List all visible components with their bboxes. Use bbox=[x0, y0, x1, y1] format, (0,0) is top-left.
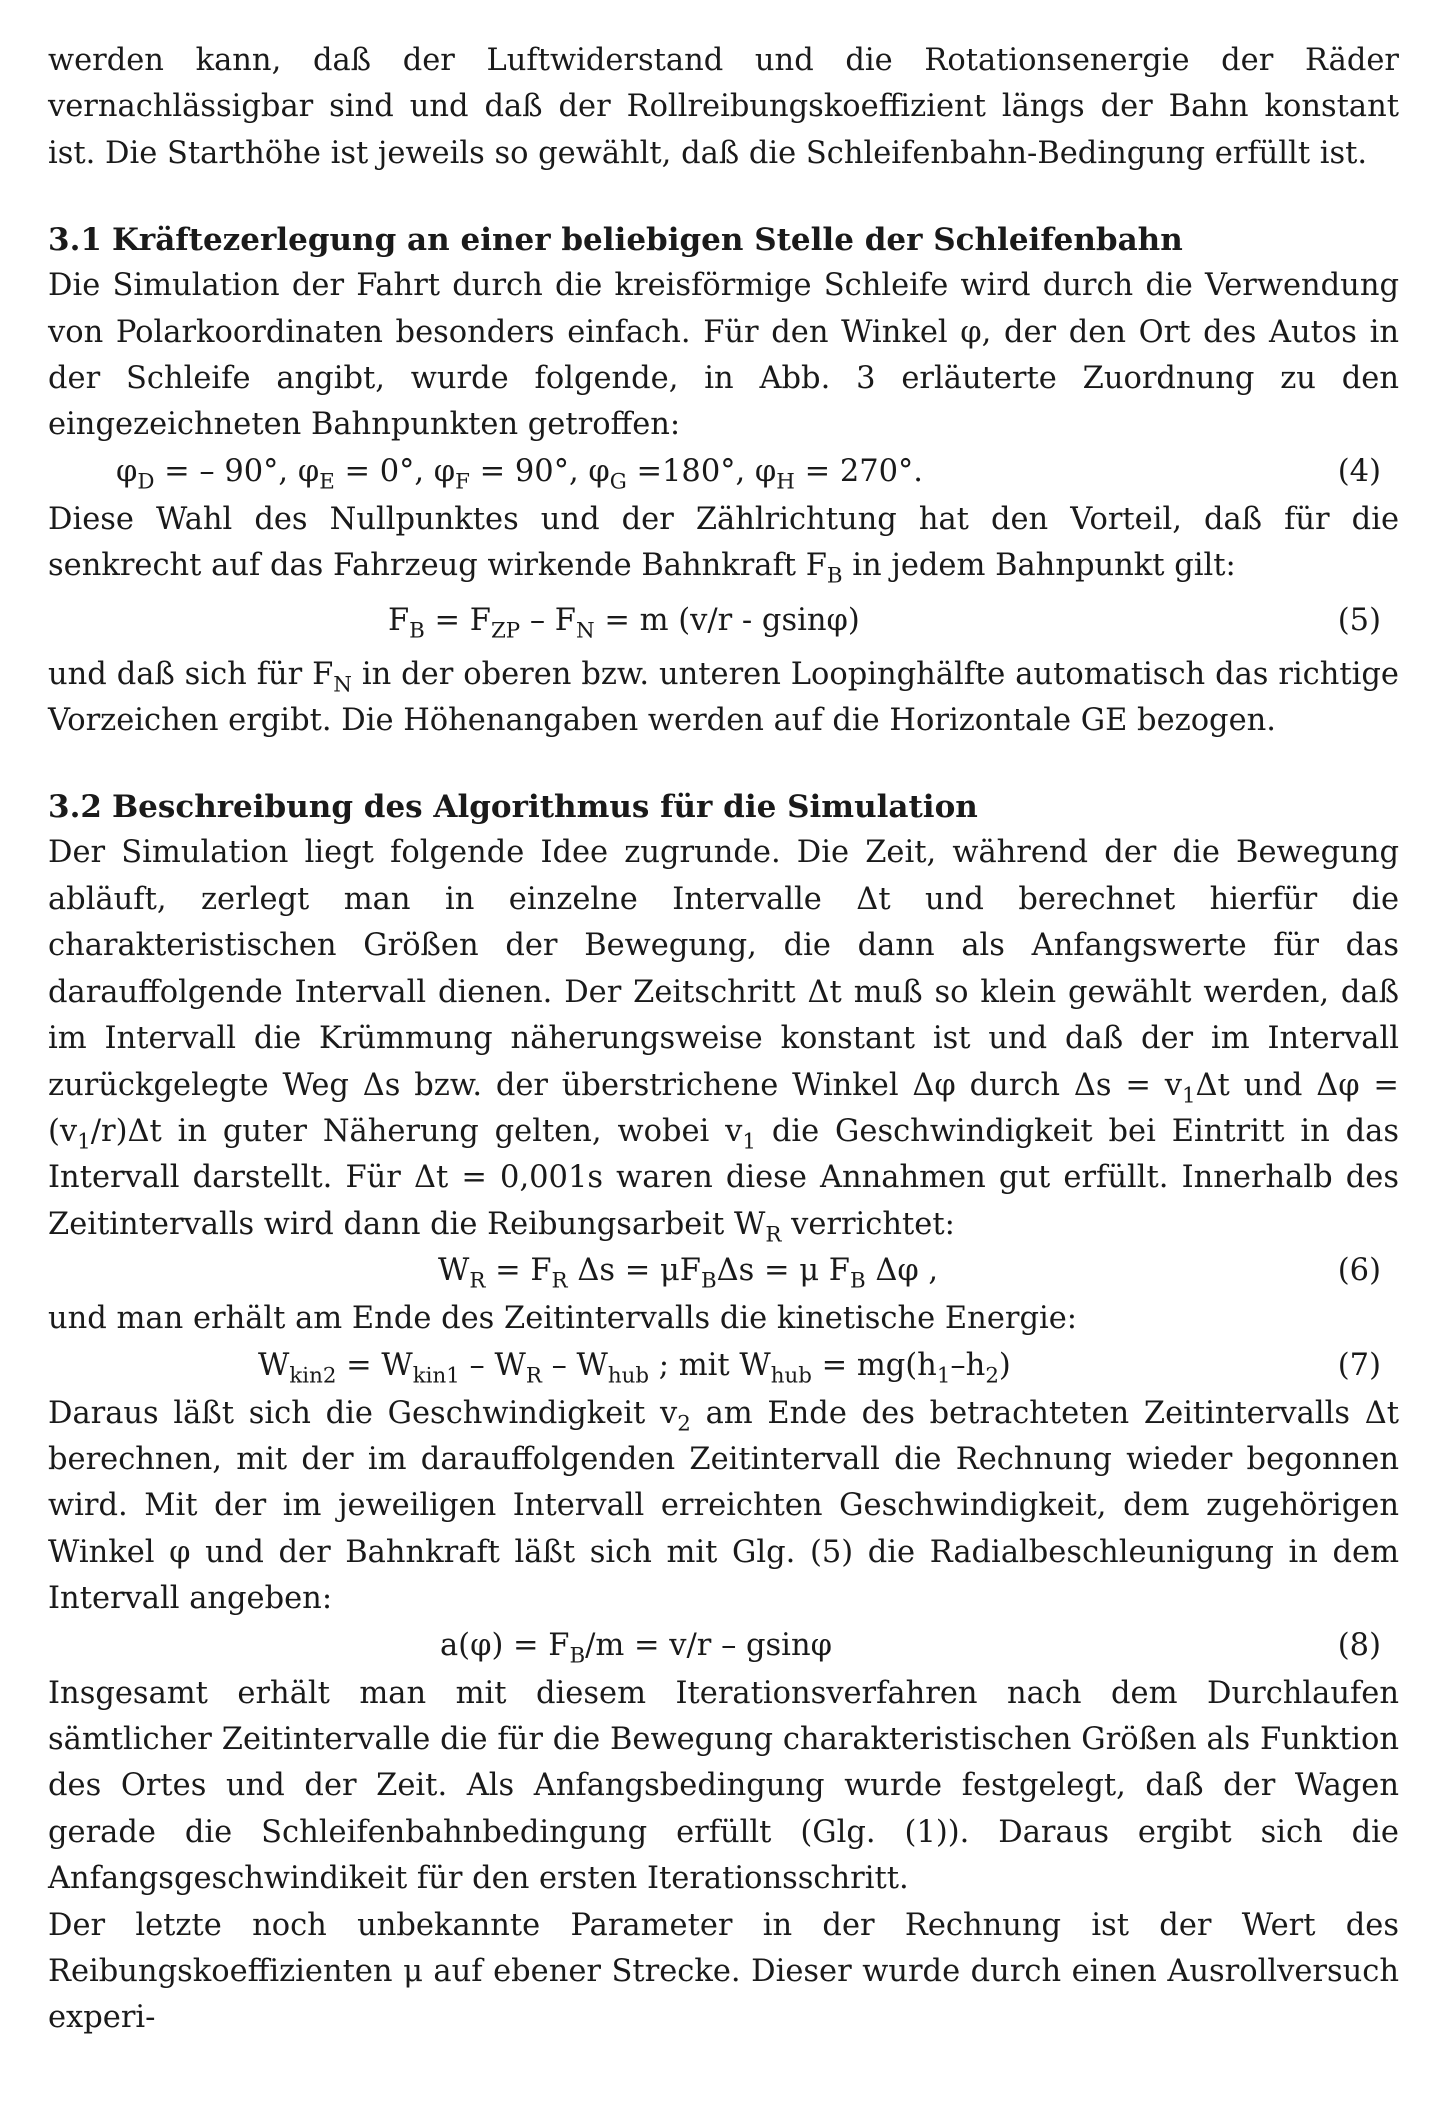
section-3-2-paragraph-1: Der Simulation liegt folgende Idee zugrunde. Die Zeit, während der die Bewegung abläuft, zerlegt man in einzelne Intervalle Δt und berechnet hierfür die charakteristischen Größen der Bewegung, die dann als Anfangswerte für das darauffolgende Intervall dienen. Der Zeitschritt Δt muß so klein gewählt werden, daß im Intervall die Krümmung näherungsweise konstant ist und daß der im Intervall zurückgelegte Weg Δs bzw. der überstrichene Winkel Δφ durch $\Delta s = v_1\Delta t$ und $\Delta\varphi = (v_1/r)\Delta t$ in guter Näherung gelten, wobei $v_1$ die Geschwindigkeit bei Eintritt in das Intervall darstellt. Für Δt = 0,001s waren diese Annahmen gut erfüllt. Innerhalb des Zeitintervalls wird dann die Reibungsarbeit $W_R$ verrichtet: bbox=[48, 835, 1399, 1248]
equation-6-body: $W_R = F_R$ $\Delta s = \mu F_B\Delta s = \mu$ $F_B$ Δφ , bbox=[438, 1253, 939, 1294]
section-heading-3-2 bbox=[48, 784, 1399, 830]
equation-4 bbox=[48, 449, 1399, 497]
equation-number: (5) bbox=[1337, 602, 1381, 638]
equation-4-body: $\varphi_D$ = – 90°, $\varphi_E = 0^\circ$, $\varphi_F = 90^\circ$, $\varphi_G =180^\circ$, $\varphi_H = 270^\circ$. bbox=[116, 453, 923, 495]
equation-number: (8) bbox=[1337, 1627, 1381, 1663]
spacer bbox=[48, 744, 1399, 784]
equation-5-body: $F_B = F_{ZP} - F_N = m$ (v/r - gsinφ) bbox=[388, 602, 860, 644]
section-title: Beschreibung des Algorithmus für die Simulation bbox=[111, 789, 978, 826]
equation-number: (7) bbox=[1337, 1347, 1381, 1383]
equation-number: (4) bbox=[1337, 453, 1381, 489]
section-number: 3.1 bbox=[48, 222, 102, 259]
equation-7-body: $W_{kin2} = W_{kin1} - W_R - W_{hub}$ ; mit $W_{hub} = mg(h_1-h_2)$ bbox=[258, 1347, 1011, 1388]
section-number: 3.2 bbox=[48, 789, 102, 826]
section-3-2-paragraph-4: Insgesamt erhält man mit diesem Iterationsverfahren nach dem Durchlaufen sämtlicher Zeitintervalle die für die Bewegung charakteristischen Größen als Funktion des Ortes und der Zeit. Als Anfangsbedingung wurde festgelegt, daß der Wagen gerade die Schleifenbahnbedingung erfüllt (Glg. (1)). Daraus ergibt sich die Anfangsgeschwindikeit für den ersten Iterationsschritt. bbox=[48, 1675, 1399, 1897]
equation-8-body: $a(\varphi) = F_B/m = v/r - gsin\varphi$ bbox=[440, 1627, 832, 1669]
section-3-1-paragraph-1: Die Simulation der Fahrt durch die kreisförmige Schleife wird durch die Verwendung von Polarkoordinaten besonders einfach. Für den Winkel φ, der den Ort des Autos in der Schleife angibt, wurde folgende, in Abb. 3 erläuterte Zuordnung zu den eingezeichneten Bahnpunkten getroffen: bbox=[48, 268, 1399, 443]
equation-5 bbox=[48, 590, 1399, 652]
equation-7 bbox=[48, 1343, 1399, 1391]
spacer bbox=[48, 177, 1399, 217]
intro-paragraph: werden kann, daß der Luftwiderstand und die Rotationsenergie der Räder vernachlässigbar sind und daß der Rollreibungskoeffizient längs der Bahn konstant ist. Die Starthöhe ist jeweils so gewählt, daß die Schleifenbahn-Bedingung erfüllt ist. bbox=[48, 43, 1399, 171]
section-heading-3-1 bbox=[48, 217, 1399, 263]
section-3-1-paragraph-3: und daß sich für $F_N$ in der oberen bzw. unteren Loopinghälfte automatisch das richtige Vorzeichen ergibt. Die Höhenangaben werden auf die Horizontale GE bezogen. bbox=[48, 656, 1399, 739]
equation-number: (6) bbox=[1337, 1253, 1381, 1289]
equation-6 bbox=[48, 1248, 1399, 1296]
section-3-2-paragraph-3: Daraus läßt sich die Geschwindigkeit $v_2$ am Ende des betrachteten Zeitintervalls Δt berechnen, mit der im darauffolgenden Zeitintervall die Rechnung wieder begonnen wird. Mit der im jeweiligen Intervall erreichten Geschwindigkeit, dem zugehörigen Winkel φ und der Bahnkraft läßt sich mit Glg. (5) die Radialbeschleunigung in dem Intervall angeben: bbox=[48, 1395, 1399, 1617]
section-title: Kräftezerlegung an einer beliebigen Stelle der Schleifenbahn bbox=[111, 222, 1183, 259]
section-3-2-paragraph-5: Der letzte noch unbekannte Parameter in der Rechnung ist der Wert des Reibungskoeffizienten μ auf ebener Strecke. Dieser wurde durch einen Ausrollversuch experi- bbox=[48, 1907, 1399, 2036]
section-3-1-paragraph-2: Diese Wahl des Nullpunktes und der Zählrichtung hat den Vorteil, daß für die senkrecht auf das Fahrzeug wirkende Bahnkraft $F_B$ in jedem Bahnpunkt gilt: bbox=[48, 501, 1399, 589]
equation-8 bbox=[48, 1623, 1399, 1671]
section-3-2-paragraph-2: und man erhält am Ende des Zeitintervalls die kinetische Energie: bbox=[48, 1301, 1078, 1337]
